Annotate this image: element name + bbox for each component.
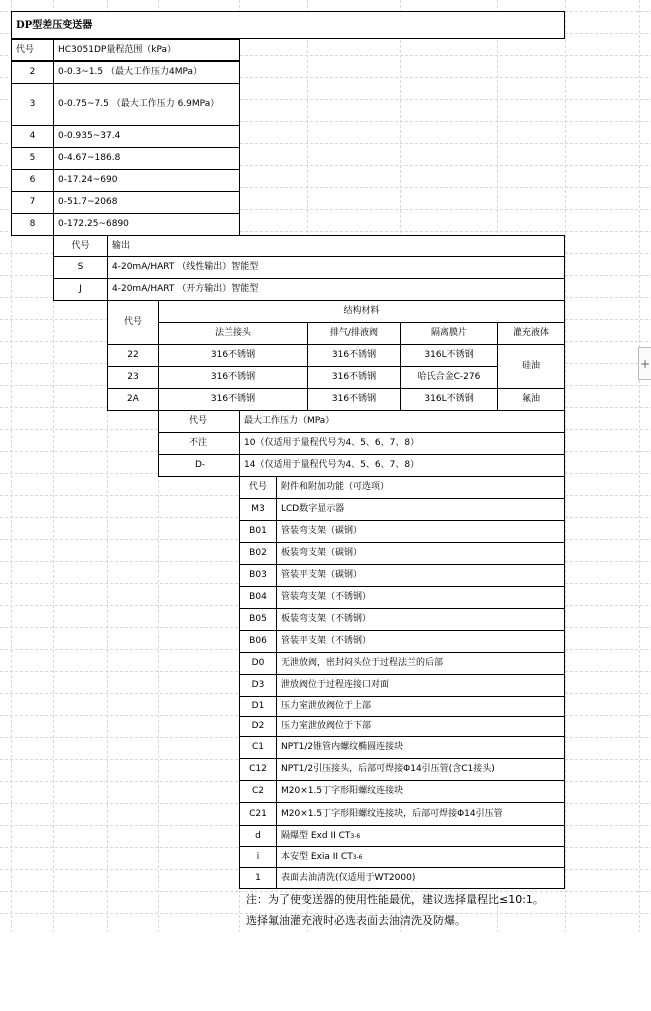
fill-fluid-header: 灌充液体 <box>497 322 565 345</box>
output-code-header: 代号 <box>53 235 108 257</box>
option-code: B04 <box>239 586 277 609</box>
range-desc: 0-0.75~7.5 （最大工作压力 6.9MPa） <box>53 83 240 126</box>
flange-material: 316不锈钢 <box>158 344 308 367</box>
note-line: 注：为了使变送器的使用性能最优，建议选择量程比≤10:1。 <box>246 893 544 906</box>
flange-material: 316不锈钢 <box>158 388 308 411</box>
material-code: 23 <box>107 366 159 389</box>
option-code: D3 <box>239 674 277 697</box>
option-desc: 压力室泄放阀位于下部 <box>276 716 565 737</box>
option-code: D2 <box>239 716 277 737</box>
flange-material: 316不锈钢 <box>158 366 308 389</box>
output-desc-header: 输出 <box>107 235 565 257</box>
range-code: 7 <box>11 191 54 214</box>
diaphragm-material: 哈氏合金C-276 <box>400 366 498 389</box>
output-code: S <box>53 256 108 279</box>
option-desc: 压力室泄放阀位于上部 <box>276 696 565 717</box>
vent-material: 316不锈钢 <box>307 344 401 367</box>
diaphragm-material: 316L不锈钢 <box>400 344 498 367</box>
range-code: 8 <box>11 213 54 236</box>
pressure-code-header: 代号 <box>158 410 240 433</box>
vent-material: 316不锈钢 <box>307 388 401 411</box>
option-desc: 管装平支架（碳钢） <box>276 564 565 587</box>
option-code: B01 <box>239 520 277 543</box>
option-code: D1 <box>239 696 277 717</box>
page-title: DP型差压变送器 <box>11 11 565 39</box>
option-code: C2 <box>239 780 277 803</box>
option-desc: 表面去油清洗(仅适用于WT2000) <box>276 867 565 889</box>
material-code: 22 <box>107 344 159 367</box>
option-desc: 管装平支架（不锈钢） <box>276 630 565 653</box>
range-desc-header: HC3051DP量程范围（kPa） <box>53 39 240 61</box>
range-code: 3 <box>11 83 54 126</box>
diaphragm-header: 隔离膜片 <box>400 322 498 345</box>
option-code: C21 <box>239 802 277 826</box>
option-code: d <box>239 825 277 847</box>
fill-fluoro-oil: 氟油 <box>497 388 565 411</box>
material-group-header: 结构材料 <box>158 300 565 323</box>
option-desc: LCD数字显示器 <box>276 498 565 521</box>
pressure-desc-header: 最大工作压力（MPa） <box>239 410 565 433</box>
option-code: C1 <box>239 736 277 759</box>
option-desc: 无泄放阀，密封闷头位于过程法兰的后部 <box>276 652 565 675</box>
material-code-header: 代号 <box>107 300 159 345</box>
vent-material: 316不锈钢 <box>307 366 401 389</box>
option-desc <box>276 846 565 868</box>
output-desc: 4-20mA/HART （线性输出）智能型 <box>107 256 565 279</box>
output-desc: 4-20mA/HART （开方输出）智能型 <box>107 278 565 301</box>
material-code: 2A <box>107 388 159 411</box>
range-code: 6 <box>11 169 54 192</box>
option-desc: 板装弯支架（不锈钢） <box>276 608 565 631</box>
range-desc: 0-17.24~690 <box>53 169 240 192</box>
option-desc <box>276 825 565 847</box>
option-code: M3 <box>239 498 277 521</box>
vent-header: 排气/排液阀 <box>307 322 401 345</box>
range-code: 4 <box>11 125 54 148</box>
option-desc: M20×1.5丁字形阳螺纹连接块，后部可焊接Φ14引压管 <box>276 802 565 826</box>
range-code-header: 代号 <box>11 39 54 61</box>
option-desc: 管装弯支架（碳钢） <box>276 520 565 543</box>
output-code: J <box>53 278 108 301</box>
flange-header: 法兰接头 <box>158 322 308 345</box>
option-desc-main: 隔爆型 Exd II CT <box>281 830 351 841</box>
fill-silicone-oil: 硅油 <box>497 344 565 389</box>
range-desc: 0-0.935~37.4 <box>53 125 240 148</box>
option-desc: 管装弯支架（不锈钢） <box>276 586 565 609</box>
range-code: 5 <box>11 147 54 170</box>
range-desc: 0-172.25~6890 <box>53 213 240 236</box>
option-desc: M20×1.5丁字形阳螺纹连接块 <box>276 780 565 803</box>
pressure-desc: 14（仅适用于量程代号为4、5、6、7、8） <box>239 454 565 477</box>
option-desc-header: 附件和附加功能（可选项） <box>276 476 565 499</box>
option-code: C12 <box>239 758 277 781</box>
option-code: i <box>239 846 277 868</box>
option-code-header: 代号 <box>239 476 277 499</box>
pressure-code: 不注 <box>158 432 240 455</box>
option-desc: NPT1/2引压接头，后部可焊接Φ14引压管(含C1接头) <box>276 758 565 781</box>
option-desc-subscript: 3-6 <box>352 853 363 861</box>
option-desc: 板装弯支架（碳钢） <box>276 542 565 565</box>
note-line: 选择氟油灌充液时必选表面去油清洗及防爆。 <box>246 914 466 927</box>
range-desc: 0-4.67~186.8 <box>53 147 240 170</box>
pressure-desc: 10（仅适用于量程代号为4、5、6、7、8） <box>239 432 565 455</box>
range-desc: 0-0.3~1.5 （最大工作压力4MPa） <box>53 61 240 84</box>
expand-plus-icon[interactable]: + <box>638 347 651 380</box>
option-code: 1 <box>239 867 277 889</box>
diaphragm-material: 316L不锈钢 <box>400 388 498 411</box>
range-desc: 0-51.7~2068 <box>53 191 240 214</box>
range-code: 2 <box>11 61 54 84</box>
option-desc-subscript: 3-6 <box>350 832 361 840</box>
option-code: B03 <box>239 564 277 587</box>
option-code: B05 <box>239 608 277 631</box>
pressure-code: D- <box>158 454 240 477</box>
option-code: B02 <box>239 542 277 565</box>
option-code: B06 <box>239 630 277 653</box>
option-desc-main: 本安型 Exia II CT <box>281 851 353 862</box>
option-desc: 泄放阀位于过程连接口对面 <box>276 674 565 697</box>
option-code: D0 <box>239 652 277 675</box>
option-desc: NPT1/2锥管内螺纹椭圆连接块 <box>276 736 565 759</box>
